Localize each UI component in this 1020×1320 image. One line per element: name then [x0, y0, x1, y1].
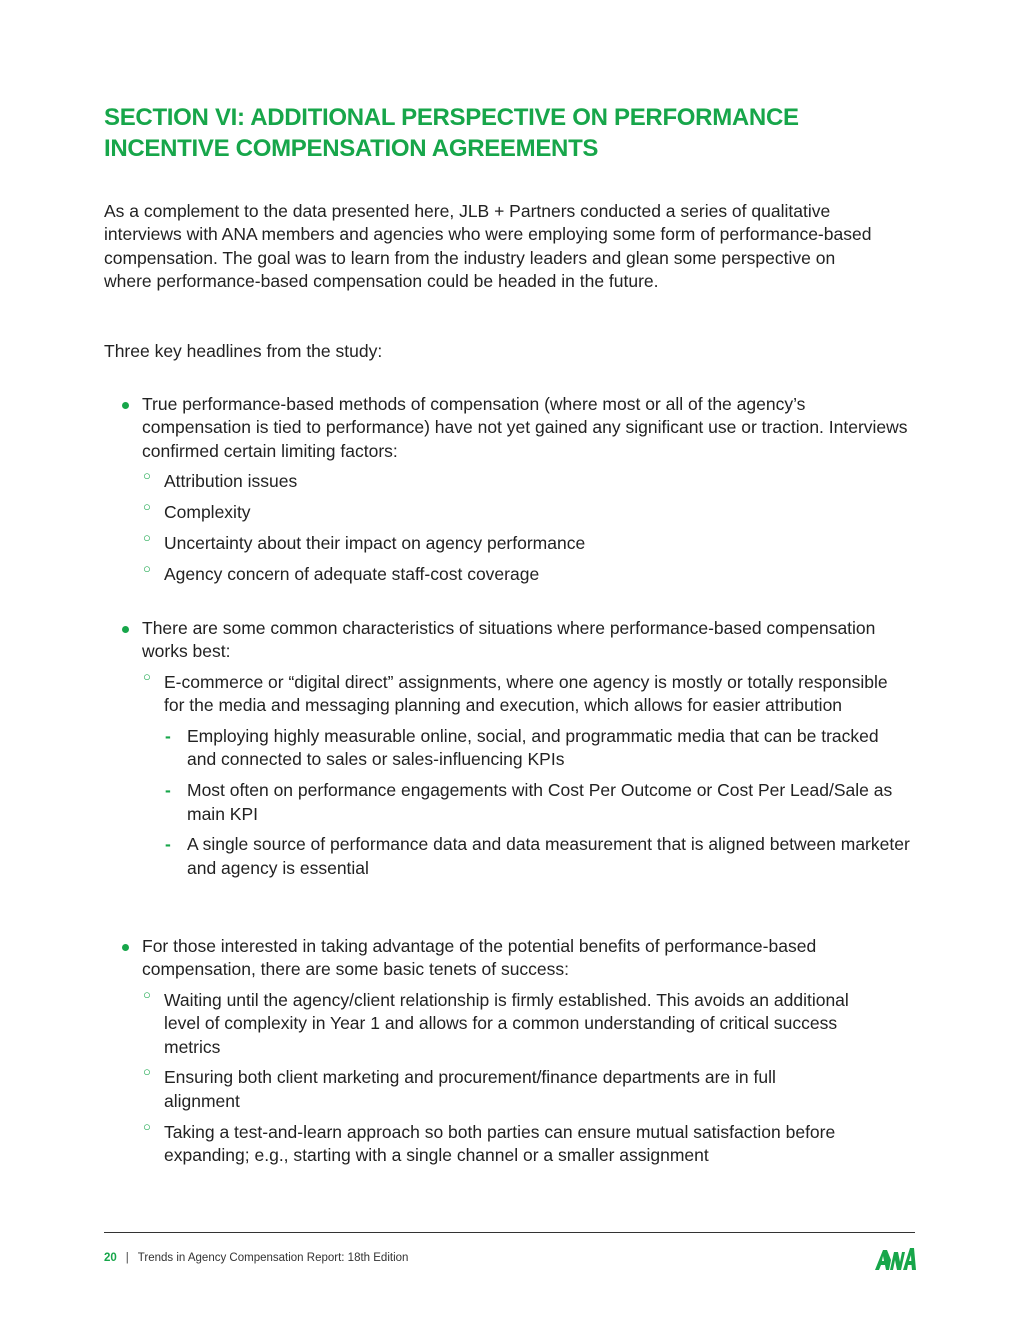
section-heading-line-2: INCENTIVE COMPENSATION AGREEMENTS	[104, 135, 599, 162]
tenet-item: ○ Waiting until the agency/client relationship is firmly established. This avoids an additional level of complexity in Year 1 and allows for a common understanding of critical success metrics	[143, 987, 849, 1057]
page-number: 20	[104, 1252, 117, 1264]
headline-list-1	[104, 393, 914, 586]
factor-item: ○ Complexity	[143, 499, 251, 523]
detail-item: - Most often on performance engagements with Cost Per Outcome or Cost Per Lead/Sale as main KPI	[165, 780, 893, 824]
headline-1	[104, 393, 914, 586]
ana-logo-icon	[873, 1244, 917, 1272]
headline-2	[104, 617, 910, 880]
detail-item: - Employing highly measurable online, social, and programmatic media that can be tracked and connected to sales or sales-influencing KPIs	[165, 726, 879, 770]
bullet-dot-icon	[122, 402, 129, 409]
headline-list-3	[104, 935, 916, 1167]
headline-2-characteristics	[142, 669, 910, 880]
headline-3-tenets	[142, 989, 857, 1167]
bullet-dot-icon	[122, 944, 129, 951]
factor-item: ○ Attribution issues	[143, 468, 298, 492]
characteristic-item: ○ E-commerce or “digital direct” assignments, where one agency is mostly or totally responsible for the media and messaging planning and execution, which allows for easier attribution - Employing highly measurable online, social, and programmatic media that can be tracked and connected to sales or sales-influencing KPIs - Most often on performance engagements with Cost Per Outcome or Cost Per Lead/Sale as main KPI - A single source of performance data and data measurement that is aligned between marketer and agency is essential	[142, 671, 894, 880]
dash-bullet-icon: -	[165, 834, 171, 855]
footer-separator: |	[125, 1252, 129, 1264]
lead-sentence: Three key headlines from the study:	[104, 341, 383, 361]
footer-divider	[104, 1232, 915, 1233]
characteristic-details	[164, 725, 910, 880]
headline-3-text: For those interested in taking advantage of the potential benefits of performance-based compensation, there are some basic tenets of success:	[142, 936, 817, 980]
ring-bullet-icon: ○	[143, 1064, 151, 1080]
headline-3	[104, 935, 916, 1167]
ring-bullet-icon: ○	[143, 529, 151, 545]
report-title: Trends in Agency Compensation Report: 18th Edition	[137, 1252, 409, 1264]
ring-bullet-icon: ○	[143, 499, 151, 515]
ring-bullet-icon: ○	[143, 560, 151, 576]
dash-bullet-icon: -	[165, 780, 171, 801]
detail-item: - A single source of performance data and data measurement that is aligned between marketer and agency is essential	[165, 834, 910, 878]
headline-list-2	[104, 617, 910, 880]
section-heading	[104, 102, 864, 164]
intro-paragraph: As a complement to the data presented here, JLB + Partners conducted a series of qualitative interviews with ANA members and agencies who were employing some form of performance-based compensation. The goal was to learn from the industry leaders and glean some perspective on where performance-based compensation could be headed in the future.	[104, 201, 872, 291]
factor-item: ○ Agency concern of adequate staff-cost coverage	[143, 560, 540, 584]
section-heading-line-1: SECTION VI: ADDITIONAL PERSPECTIVE ON PERFORMANCE	[104, 104, 799, 131]
page-footer	[104, 1252, 408, 1264]
headline-2-text: There are some common characteristics of situations where performance-based compensation works best:	[142, 618, 876, 662]
ring-bullet-icon: ○	[143, 1118, 151, 1134]
headline-1-factors	[142, 470, 914, 586]
tenet-item: ○ Taking a test-and-learn approach so both parties can ensure mutual satisfaction before expanding; e.g., starting with a single channel or a smaller assignment	[143, 1118, 836, 1165]
dash-bullet-icon: -	[165, 726, 171, 747]
headline-1-text: True performance-based methods of compensation (where most or all of the agency’s compensation is tied to performance) have not yet gained any significant use or traction. Interviews confirmed certain limiting factors:	[142, 394, 908, 461]
factor-item: ○ Uncertainty about their impact on agency performance	[143, 529, 586, 553]
ring-bullet-icon: ○	[143, 669, 151, 685]
bullet-dot-icon	[122, 626, 129, 633]
ring-bullet-icon: ○	[143, 468, 151, 484]
ring-bullet-icon: ○	[143, 987, 151, 1003]
tenet-item: ○ Ensuring both client marketing and procurement/finance departments are in full alignment	[143, 1064, 776, 1111]
